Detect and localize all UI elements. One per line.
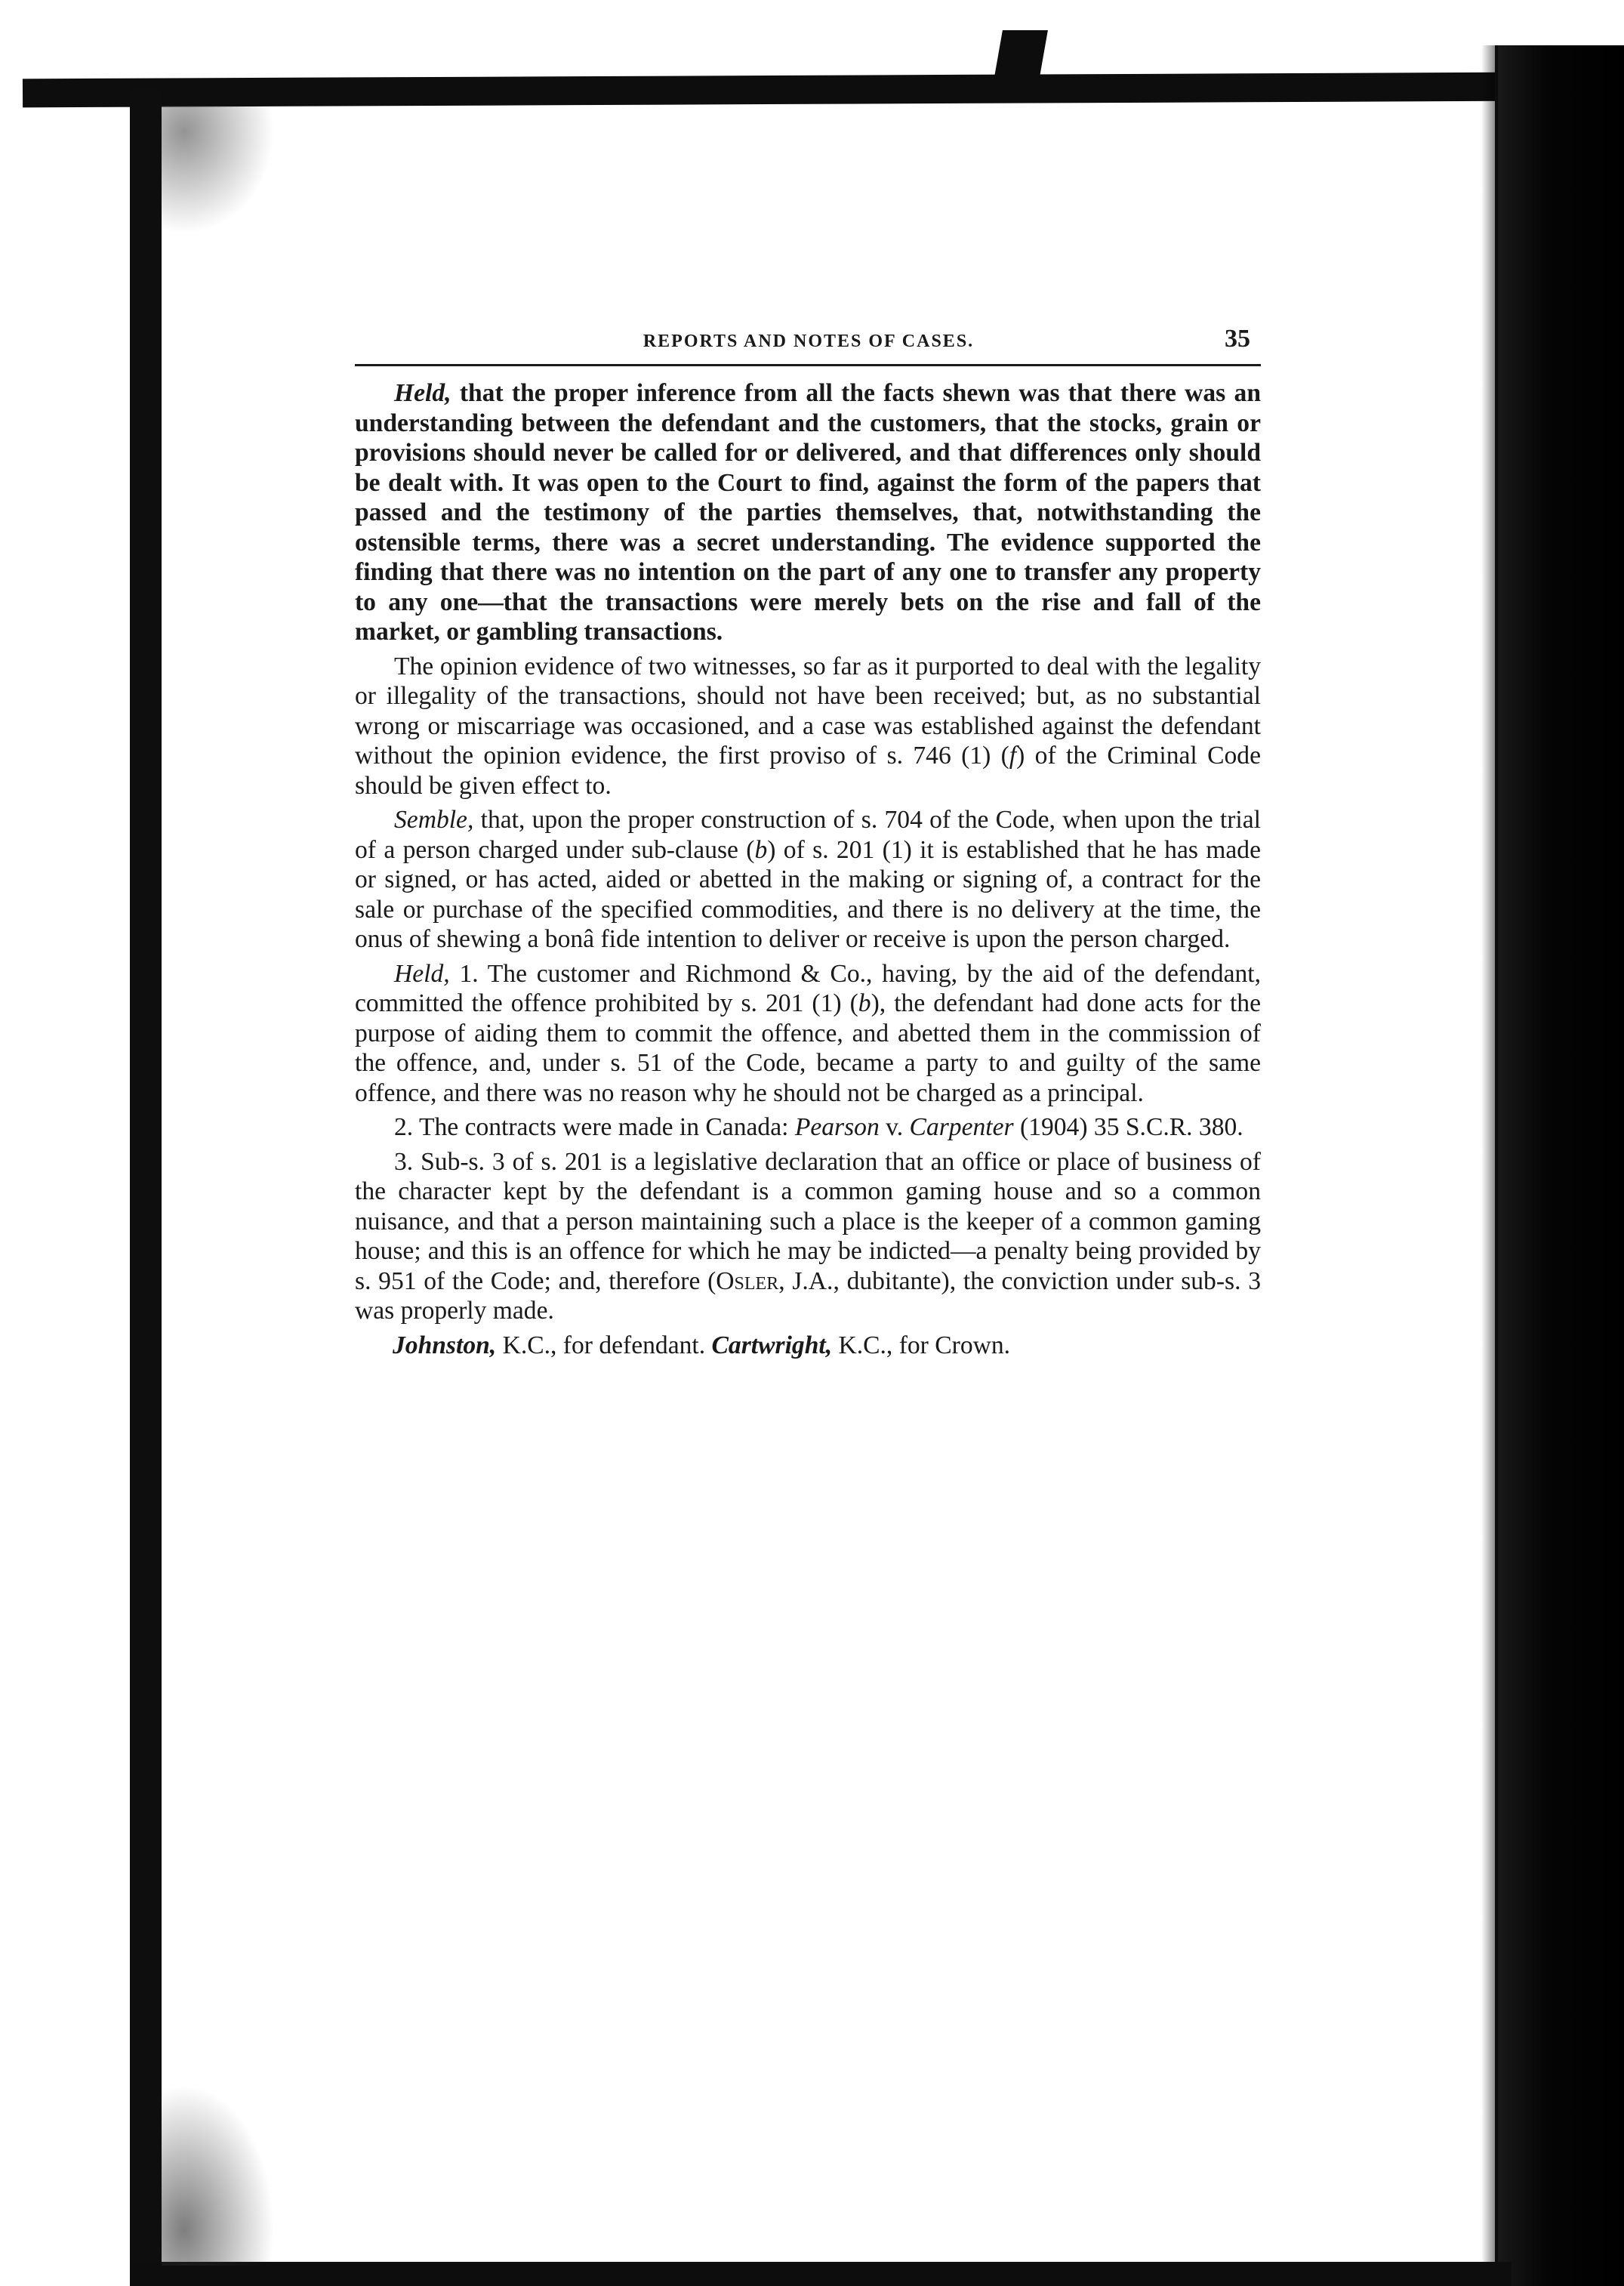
scan-frame-right-shadow — [1481, 45, 1498, 2286]
scan-smudge — [162, 2084, 275, 2266]
counsel-line — [355, 1331, 1261, 1361]
scan-frame-top — [23, 72, 1525, 108]
scan-frame-right — [1495, 45, 1624, 2286]
paragraph-held-2 — [355, 1112, 1261, 1143]
paragraph-text: ) of s. 201 (1) it is established that he has made or signed, or has acted, aided or abetted in the making or signing of, a contract for the sale or purchase of the specified commodities, and there is no delivery at the time, the onus of shewing a bonâ fide intention to deliver or receive is upon the person charged. — [355, 835, 1261, 953]
case-name: Carpenter — [909, 1113, 1014, 1141]
body-text — [355, 378, 1261, 1360]
case-name: Pearson — [794, 1113, 880, 1141]
paragraph-text: 1. The customer and Richmond & Co., having, by the aid of the defendant, committed the offence prohibited by s. 201 (1) ( — [355, 959, 1261, 1017]
paragraph-text: that the proper inference from all the facts shewn was that there was an understanding between the defendant and the customers, that the stocks, grain or provisions should never be called for or delivered, and that differences only should be dealt with. It was open to the Court to find, against the form of the papers that passed and the testimony of the parties themselves, that, notwithstanding the ostensible terms, there was a secret understanding. The evidence supported the finding that there was no intention on the part of any one to transfer any property to any one—that the transactions were merely bets on the rise and fall of the market, or gambling transactions. — [355, 379, 1261, 646]
paragraph-semble — [355, 805, 1261, 955]
paragraph-lead: Held, — [394, 959, 450, 988]
paragraph-text: 3. Sub-s. 3 of s. 201 is a legislative declaration that an office or place of business of the character kept by the defendant is a common gaming house and so a common nuisance, and that a person maintaining such a place is the keeper of a common gaming house; and this is an offence for which he may be indicted—a penalty being provided by s. 951 of the Code; and, therefore ( — [355, 1147, 1261, 1295]
scan-frame-bottom — [130, 2262, 1512, 2286]
scan-frame-left — [130, 89, 162, 2272]
scan-smudge — [162, 106, 275, 234]
paragraph-text: The opinion evidence of two witnesses, so far as it purported to deal with the legality or illegality of the transactions, should not have been received; but, as no substantial wrong or miscarriage was occasioned, and a case was established against the defendant without the opinion evidence, the first proviso of s. 746 (1) ( — [355, 652, 1261, 770]
counsel-name: Johnston, — [393, 1331, 497, 1359]
paragraph-lead: Semble, — [394, 806, 474, 834]
running-head: REPORTS AND NOTES OF CASES. — [643, 332, 975, 351]
paragraph-held-1 — [355, 959, 1261, 1109]
paragraph-held — [355, 378, 1261, 647]
paragraph-text: , J.A., dubitante), the conviction under sub-s. 3 was properly made. — [355, 1266, 1261, 1325]
page-header — [355, 325, 1261, 366]
judge-name: Osler — [716, 1266, 779, 1295]
paragraph-text: ) of the Criminal Code should be given effect to. — [355, 742, 1261, 800]
paragraph-held-3 — [355, 1147, 1261, 1326]
paragraph-text: that, upon the proper construction of s. 704 of the Code, when upon the trial of a person charged under sub-clause ( — [355, 806, 1261, 864]
counsel-name: Cartwright, — [711, 1331, 833, 1359]
paragraph-text: K.C., for defendant. — [496, 1331, 712, 1359]
paragraph-italic: b — [858, 989, 871, 1017]
paragraph-text: (1904) 35 S.C.R. 380. — [1013, 1113, 1243, 1141]
paragraph-italic: b — [754, 835, 768, 864]
paragraph-text: v. — [879, 1113, 910, 1141]
document-page — [355, 325, 1261, 1365]
paragraph-text: ), the defendant had done acts for the purpose of aiding them to commit the offence, and abetted them in the commission of the offence, and, under s. 51 of the Code, became a party to and guilty of the same offence, and there was no reason why he should not be charged as a principal. — [355, 989, 1262, 1107]
paragraph-italic: f — [1009, 742, 1017, 770]
paragraph-opinion-evidence — [355, 652, 1261, 801]
paragraph-text: K.C., for Crown. — [832, 1331, 1011, 1359]
page-number: 35 — [1225, 325, 1250, 353]
paragraph-lead: Held, — [394, 379, 451, 407]
paragraph-text: 2. The contracts were made in Canada: — [394, 1113, 795, 1141]
